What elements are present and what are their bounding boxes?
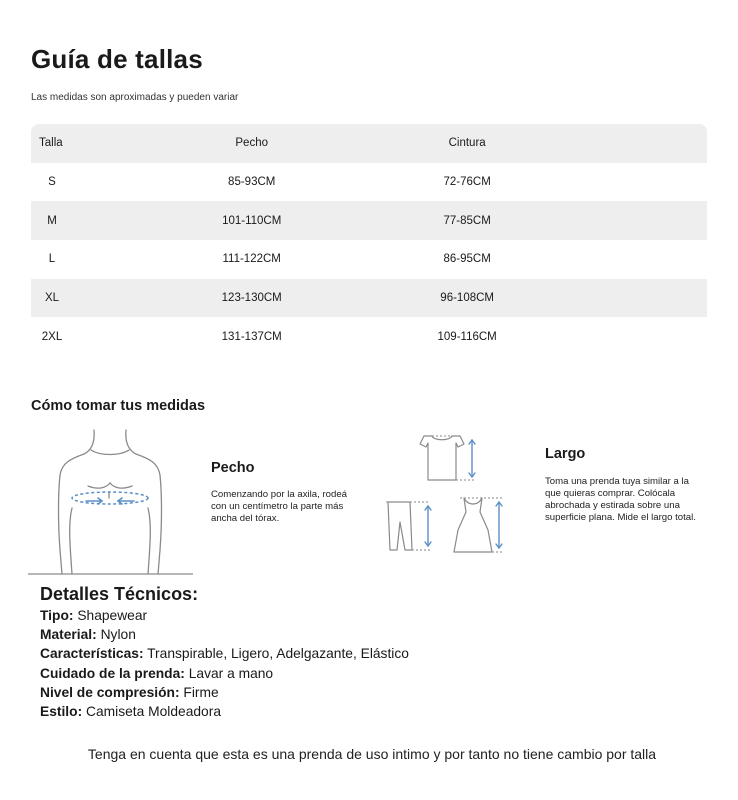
exchange-note: Tenga en cuenta que esta es una prenda de uso intimo y por tanto no tiene cambio por talla — [87, 746, 657, 762]
detail-estilo: Estilo: Camiseta Moldeadora — [40, 703, 221, 719]
size-cell: 2XL — [41, 330, 63, 343]
cintura-cell: 96-108CM — [346, 279, 589, 318]
pecho-label: Pecho — [211, 460, 255, 476]
header-pecho: Pecho — [158, 124, 346, 163]
size-cell: S — [48, 176, 56, 189]
table-row — [31, 201, 707, 240]
detail-material: Material: Nylon — [40, 627, 136, 643]
details-heading: Detalles Técnicos: — [40, 584, 199, 604]
largo-label: Largo — [545, 446, 586, 462]
largo-description: Toma una prenda tuya similar a la que quieras comprar. Colócala abrochada y estirada sobre una superficie plana. Mide el largo total. — [545, 476, 696, 523]
header-talla: Talla — [31, 124, 158, 163]
pecho-cell: 111-122CM — [222, 253, 281, 266]
cintura-cell: 86-95CM — [443, 253, 491, 266]
header-cintura: Cintura — [346, 124, 589, 163]
details-list — [40, 606, 700, 721]
header-empty — [589, 124, 707, 163]
size-table — [31, 124, 707, 356]
size-cell: L — [48, 253, 56, 266]
howto-heading: Cómo tomar tus medidas — [31, 398, 206, 414]
table-row — [31, 279, 707, 318]
detail-compresion: Nivel de compresión: Firme — [40, 684, 219, 700]
table-row — [31, 317, 707, 356]
page-subtitle: Las medidas son aproximadas y pueden variar — [31, 92, 239, 103]
pecho-cell: 123-130CM — [158, 279, 346, 318]
torso-illustration — [28, 428, 193, 576]
size-cell: M — [31, 201, 158, 240]
dress-icon — [454, 498, 504, 552]
pants-icon — [386, 502, 432, 550]
pecho-cell: 101-110CM — [158, 201, 346, 240]
detail-tipo: Tipo: Shapewear — [40, 608, 148, 623]
detail-caracteristicas: Características: Transpirable, Ligero, Adelgazante, Elástico — [40, 646, 409, 662]
pecho-cell: 85-93CM — [228, 176, 276, 189]
garments-illustration — [380, 432, 510, 557]
cintura-cell: 72-76CM — [443, 176, 491, 189]
table-row — [31, 163, 707, 202]
table-row — [31, 240, 707, 279]
cintura-cell: 77-85CM — [346, 201, 589, 240]
page-title: Guía de tallas — [31, 44, 203, 74]
table-header-row — [31, 124, 707, 163]
pecho-description: Comenzando por la axila, rodeá con un centímetro la parte más ancha del tórax. — [211, 489, 347, 524]
detail-cuidado: Cuidado de la prenda: Lavar a mano — [40, 665, 274, 681]
pecho-cell: 131-137CM — [221, 330, 282, 343]
size-cell: XL — [31, 279, 158, 318]
tshirt-icon — [420, 436, 476, 480]
cintura-cell: 109-116CM — [437, 330, 497, 343]
